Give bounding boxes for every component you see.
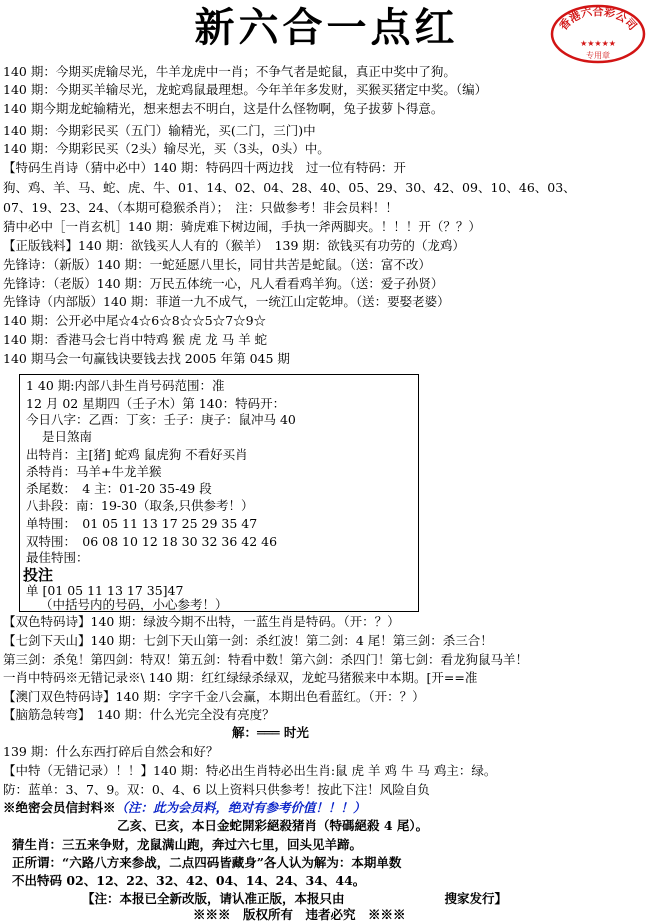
bagua-info-box [19, 374, 419, 612]
text-line: 【特码生肖诗（猜中必中）140 期：特码四十两边找 过一位有特码：开 [3, 160, 406, 175]
text-line: 【注：本报已全新改版，请认准正版，本报只由 搜家发行】 [82, 891, 508, 906]
box-line: 出特肖：主[猪] 蛇鸡 鼠虎狗 不看好买肖 [26, 447, 248, 462]
text-line: 【正版钱料】140 期：欲钱买人人有的（猴羊） 139 期：欲钱买有功劳的（龙鸡） [3, 238, 465, 253]
text-line: 【中特（无错记录）！！】140 期：特必出生肖特必出生肖:鼠 虎 羊 鸡 牛 马 鸡主：绿。 [3, 763, 497, 778]
text-line: 先锋诗（内部版）140 期：菲道一九不成气，一统江山定乾坤。（送：要娶老婆） [3, 294, 450, 309]
text-line: 140 期今期龙蛇输精光，想来想去不明白，这是什么怪物啊，兔子拔萝卜得意。 [3, 101, 444, 116]
seal-bottom-text: 专用章 [586, 51, 610, 60]
text-line: 140 期：公开必中尾☆4☆6☆8☆☆5☆7☆9☆ [3, 313, 267, 328]
seal-stars: ★★★★★ [580, 39, 616, 48]
text-line: 第三剑：杀兔！第四剑：特双！第五剑：特看中数！第六剑：杀四门！第七剑：看龙狗鼠马羊！ [3, 652, 529, 667]
box-line: 是日煞南 [42, 429, 93, 444]
text-line: 乙亥、已亥，本日金蛇開彩絕殺猪肖（特碼絕殺 4 尾）。 [117, 818, 429, 833]
text-line: 一肖中特码※无错记录※\ 140 期：红红绿绿杀绿双，龙蛇马猪猴来中本期。[开==准 [3, 670, 478, 685]
text-line: 140 期：今期彩民买（五门）输精光，买(二门，三门)中 [3, 123, 316, 138]
box-line: 单特围： 01 05 11 13 17 25 29 35 47 [26, 516, 258, 531]
box-line: 1 40 期:内部八卦生肖号码范围：准 [26, 378, 225, 393]
box-line: 杀特肖：马羊+牛龙羊猴 [26, 464, 162, 479]
box-line: 单 [01 05 11 13 17 35]47 [26, 583, 184, 598]
text-line: 【七剑下天山】140 期：七剑下天山第一剑：杀红波！第二剑：4 尾！第三剑：杀三合！ [3, 633, 493, 648]
text-line: 140 期马会一句赢钱诀要钱去找 2005 年第 045 期 [3, 351, 290, 366]
box-line: （中括号内的号码，小心参考！） [40, 597, 228, 612]
vip-note: （注：此为会员料，绝对有参考价值！！！） [115, 800, 366, 815]
box-line: 双特围： 06 08 10 12 18 30 32 36 42 46 [26, 534, 278, 549]
text-line: 140 期：今期买虎输尽光，牛羊龙虎中一肖；不争气者是蛇鼠，真正中奖中了狗。 [3, 64, 456, 79]
text-line: 140 期：今期彩民买（2头）输尽光，买（3头，0头）中。 [3, 141, 330, 156]
text-line: 【脑筋急转弯】 140 期：什么光完全没有亮度？ [3, 707, 275, 722]
box-heading: 投注 [23, 566, 54, 584]
box-line: 12 月 02 星期四（壬子木）第 140：特码开： [26, 396, 286, 411]
seal-stamp-icon [549, 3, 647, 65]
text-line: 正所谓：“六路八方来参战，二点四码皆藏身”各人认为解为：本期单数 [12, 855, 402, 870]
text-line: 防：蓝单：3、7、9。双：0、4、6 以上资料只供参考！按此下注！风险自负 [3, 782, 430, 797]
text-line: 狗、鸡、羊、马、蛇、虎、牛、01、14、02、04、28、40、05、29、30、42、09、10、46、03、 [3, 180, 576, 195]
text-line: 猜生肖：三五来争财，龙鼠满山跑，奔过六七里，回头见羊蹄。 [12, 837, 363, 852]
page-title: 新六合一点红 [194, 4, 459, 51]
text-line: 先锋诗：（老版）140 期：万民五体统一心，凡人看看鸡羊狗。（送：爱子孙贤） [3, 276, 444, 291]
text-line: 【澳门双色特码诗】140 期：字字千金八会赢，本期出色看蓝红。（开：？） [3, 689, 425, 704]
text-line: 猜中必中［一肖玄机］140 期：骑虎难下树边闹，手执一斧两脚夹。！！！开（？？） [3, 219, 481, 234]
svg-text:香港六合彩公司: 香港六合彩公司 [556, 5, 640, 33]
box-line: 杀尾数： 4 主：01-20 35-49 段 [26, 481, 212, 496]
text-line: 先锋诗：（新版）140 期：一蛇延愿八里长，同甘共苦是蛇鼠。（送：富不改） [3, 257, 431, 272]
box-line: 最佳特围： [26, 550, 89, 565]
text-line: 140 期：香港马会七肖中特鸡 猴 虎 龙 马 羊 蛇 [3, 332, 268, 347]
riddle-answer: 解：═══ 时光 [232, 725, 309, 740]
vip-line [3, 800, 366, 816]
text-line: 【双色特码诗】140 期：绿波今期不出特，一蓝生肖是特码。（开：？） [3, 614, 400, 629]
text-line: 不出特码 02、12、22、32、42、04、14、24、34、44。 [12, 873, 366, 888]
box-line: 今日八字：乙酉：丁亥：壬子：庚子：鼠冲马 40 [26, 412, 296, 427]
text-line: 07、19、23、24、（本期可稳猴杀肖）； 注：只做参考！非会员料！！ [3, 200, 398, 215]
text-line: 140 期：今期买羊输尽光，龙蛇鸡鼠最理想。今年羊年多发财，买猴买猪定中奖。（编） [3, 82, 488, 97]
vip-prefix: ※绝密会员信封料※ [3, 800, 116, 815]
text-line: 139 期：什么东西打碎后自然会和好？ [3, 744, 219, 759]
box-line: 八卦段：南：19-30（取条,只供参考！） [26, 498, 254, 513]
text-line: ※※※ 版权所有 违者必究 ※※※ [193, 907, 406, 922]
